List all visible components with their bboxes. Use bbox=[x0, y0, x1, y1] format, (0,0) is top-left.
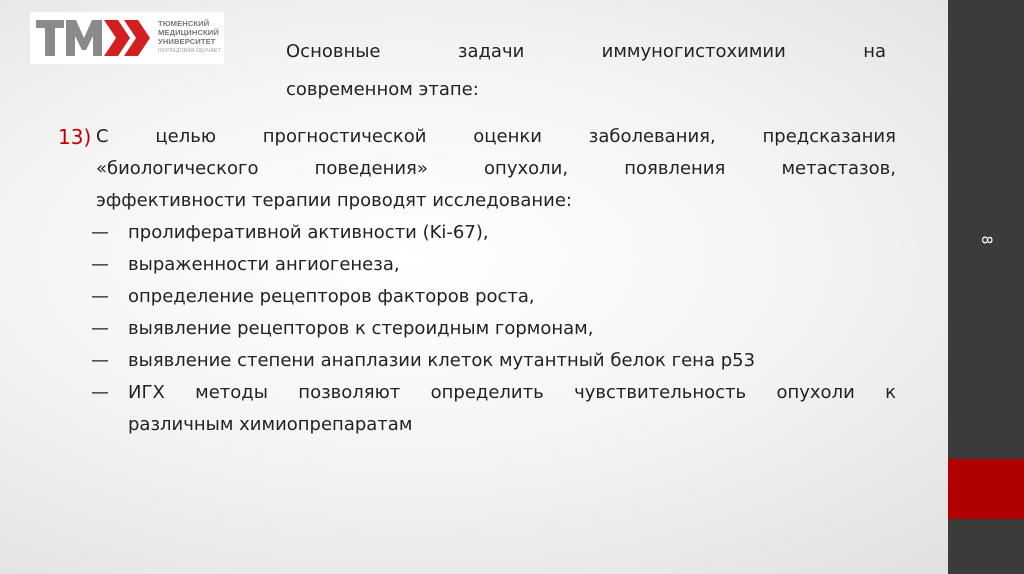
dash-bullet: — bbox=[91, 222, 109, 243]
intro-word: предсказания bbox=[762, 126, 896, 147]
title-word: на bbox=[863, 41, 886, 62]
intro-word: целью bbox=[155, 126, 216, 147]
title-word: Основные bbox=[286, 41, 381, 62]
intro-word: поведения» bbox=[314, 158, 428, 179]
list-item bbox=[58, 313, 896, 345]
intro-word: опухоли, bbox=[484, 158, 569, 179]
intro-word: появления bbox=[624, 158, 726, 179]
list-item bbox=[58, 345, 896, 377]
slide-number: 8 bbox=[978, 235, 994, 245]
dash-bullet: — bbox=[91, 254, 109, 275]
list-item bbox=[58, 217, 896, 249]
dash-bullet: — bbox=[91, 286, 109, 307]
list-item-text-line-2: различным химиопрепаратам bbox=[128, 414, 413, 435]
intro-word: метастазов, bbox=[781, 158, 896, 179]
logo-text: ТЮМЕНСКИЙ МЕДИЦИНСКИЙ УНИВЕРСИТЕТ bbox=[158, 19, 219, 46]
item-intro bbox=[96, 121, 896, 217]
list-item-text: пролиферативной активности (Ki-67), bbox=[128, 222, 489, 243]
intro-line-1 bbox=[96, 121, 896, 153]
list-item-text-line-1: ИГХ методы позволяют определить чувствительность опухоли к bbox=[128, 382, 896, 403]
logo-mark-icon bbox=[34, 16, 154, 60]
title-line-2: современном этапе: bbox=[286, 79, 479, 100]
dash-bullet: — bbox=[91, 318, 109, 339]
list-item bbox=[58, 249, 896, 281]
sidebar-red-accent bbox=[948, 459, 1024, 519]
university-logo bbox=[30, 12, 224, 64]
title-word: иммуногистохимии bbox=[601, 41, 786, 62]
slide-body bbox=[58, 121, 896, 441]
intro-word: заболевания, bbox=[588, 126, 716, 147]
list-item-text: определение рецепторов факторов роста, bbox=[128, 286, 535, 307]
dash-bullet: — bbox=[91, 382, 109, 403]
intro-word: прогностической bbox=[262, 126, 427, 147]
right-sidebar bbox=[948, 0, 1024, 574]
logo-subtext: НОРЛЕДОВАЯ ОБУЧАЕТ bbox=[158, 48, 221, 54]
title-word: задачи bbox=[457, 41, 525, 62]
list-item-text: выявление степени анаплазии клеток мутантный белок гена p53 bbox=[128, 350, 756, 371]
list-item bbox=[58, 377, 896, 441]
dash-bullet: — bbox=[91, 350, 109, 371]
intro-line-3: эффективности терапии проводят исследование: bbox=[96, 190, 572, 211]
bullet-list bbox=[58, 217, 896, 441]
slide-title bbox=[286, 33, 886, 109]
list-item-text: выраженности ангиогенеза, bbox=[128, 254, 400, 275]
list-item bbox=[58, 281, 896, 313]
item-number: 13) bbox=[58, 125, 92, 149]
intro-word: оценки bbox=[473, 126, 542, 147]
intro-word: «биологического bbox=[96, 158, 259, 179]
list-item-text: выявление рецепторов к стероидным гормонам, bbox=[128, 318, 594, 339]
intro-line-2 bbox=[96, 153, 896, 185]
title-line-1 bbox=[286, 33, 886, 71]
intro-word: С bbox=[96, 126, 109, 147]
